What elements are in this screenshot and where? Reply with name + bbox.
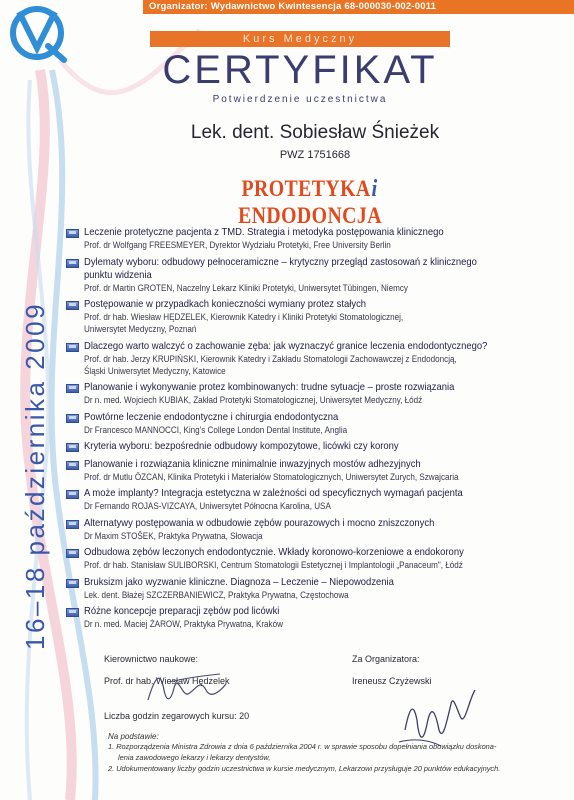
management-name: Prof. dr hab. Wiesław Hędzelek [104,676,230,686]
lecture-title: Różne koncepcje preparacji zębów pod licówki [84,605,280,617]
lecture-item [66,298,566,335]
legal-note: 2. Udokumentowany liczby godzin uczestnictwa w kursie medycznym, Lekarzowi przysługuje 20 punktów edukacyjnych. [108,764,501,773]
lecture-item [66,458,566,483]
organizer-name: Ireneusz Czyżewski [352,676,432,686]
notes-title: Na podstawie: [108,732,159,741]
topic-part-2: ENDODONCJA [238,203,382,228]
course-topic [181,176,439,229]
lecture-item [66,546,566,571]
lecture-title: Dylematy wyboru: odbudowy pełnoceramiczne – krytyczny przegląd zastosowań z klinicznego [84,255,477,268]
bullet-icon [66,520,79,529]
lecture-speaker: Prof. dr Wolfgang FREESMEYER, Dyrektor Wydziału Protetyki, Free University Berlin [84,240,391,250]
course-dates: 16–18 października 2009 [20,301,50,650]
lecture-speaker-continued: Uniwersytet Medyczny, Poznań [84,324,197,334]
bullet-icon [66,549,79,558]
topic-part-1: PROTETYKA [241,176,371,201]
bullet-icon [66,301,79,310]
lecture-speaker: Lek. dent. Błażej SZCZERBANIEWICZ, Praktyka Prywatna, Częstochowa [84,589,349,600]
management-label: Kierownictwo naukowe: [104,654,199,664]
bullet-icon [66,608,79,617]
topic-connector: i [371,176,378,202]
bullet-icon [66,579,79,588]
bullet-icon [66,461,79,470]
lecture-item [66,576,566,601]
lecture-speaker: Prof. dr hab. Jerzy KRUPIŃSKI, Kierownik Katedry i Zakładu Stomatologii Zachowawczej z Endodoncją, [84,353,457,364]
bullet-icon [66,384,79,393]
lecture-item [66,226,566,251]
lecture-speaker: Dr n. med. Maciej ŻAROW, Praktyka Prywatna, Kraków [84,619,283,629]
organizer-banner: Organizator: Wydawnictwo Kwintesencja 68-000030-002-0011 [143,0,574,14]
lecture-speaker: Prof. dr Martin GROTEN, Naczelny Lekarz Kliniki Protetyki, Uniwersytet Tübingen, Niemcy [84,282,408,293]
recipient-name: Lek. dent. Sobiesław Śnieżek [190,122,440,143]
lecture-title: Alternatywy postępowania w odbudowie zębów pourazowych i mocno zniszczonych [84,516,435,529]
lecture-title: Odbudowa zębów leczonych endodontycznie. Wkłady koronowo-korzeniowe a endokorony [84,546,464,558]
recipient-pwz: PWZ 1751668 [279,149,351,161]
legal-notes [108,742,548,775]
bullet-icon [66,490,79,499]
course-hours: Liczba godzin zegarowych kursu: 20 [104,711,250,721]
certificate-title: CERTYFIKAT [162,48,438,92]
lecture-item [66,411,566,436]
lecture-item [66,487,566,512]
lecture-item [66,517,566,542]
lecture-speaker: Dr Maxim STOŠEK, Praktyka Prywatna, Słowacja [84,530,263,541]
lecture-title: Postępowanie w przypadkach konieczności wymiany protez stałych [84,298,367,310]
lecture-list [66,226,566,635]
lecture-speaker: Prof. dr Mutlu ÖZCAN, Klinika Protetyki i Materiałów Stomatologicznych, Uniwersytet Zurych, Szwajcaria [84,471,459,482]
lecture-title: A może implanty? Integracja estetyczna w zależności od specyficznych wymagań pacjenta [84,487,463,499]
lecture-title: Planowanie i rozwiązania kliniczne minimalnie inwazyjnych mostów adhezyjnych [84,457,421,470]
lecture-title: Planowanie i wykonywanie protez kombinowanych: trudne sytuacje – proste rozwiązania [84,381,455,393]
bullet-icon [66,229,79,238]
lecture-item [66,381,566,406]
lecture-title-continued: punktu widzenia [84,268,152,281]
bullet-icon [66,443,79,452]
lecture-item [66,440,566,453]
lecture-speaker: Dr Francesco MANNOCCI, King's College London Dental Institute, Anglia [84,424,348,435]
vq-logo-icon [4,2,70,64]
bullet-icon [66,343,79,352]
lecture-item [66,340,566,377]
bullet-icon [66,259,79,268]
certificate-subtitle: Potwierdzenie uczestnictwa [212,94,388,105]
lecture-title: Bruksizm jako wyzwanie kliniczne. Diagnoza – Leczenie – Niepowodzenia [84,575,394,588]
lecture-speaker: Dr n. med. Wojciech KUBIAK, Zakład Protetyki Stomatologicznej, Uniwersytet Medyczny, Łódź [84,395,423,405]
lecture-speaker-continued: Śląski Uniwersytet Medyczny, Katowice [84,365,226,376]
lecture-speaker: Prof. dr hab. Stanisław SULIBORSKI, Centrum Stomatologii Estetycznej i Implantologii „Panaceum", Łódź [84,560,463,570]
bullet-icon [66,414,79,423]
legal-note: 1. Rozporządzenia Ministra Zdrowia z dnia 6 października 2004 r. w sprawie sposobu dopełniania obowiązku doskona- [108,742,497,751]
lecture-title: Powtórne leczenie endodontyczne i chirurgia endodontyczna [84,410,339,423]
lecture-speaker: Prof. dr hab. Wiesław HĘDZELEK, Kierownik Katedry i Kliniki Protetyki Stomatologicznej, [84,312,404,322]
lecture-item [66,605,566,630]
lecture-item [66,256,566,294]
course-type: Kurs Medyczny [150,31,450,47]
legal-note: lenia zawodowego lekarzy i lekarzy dentystów, [118,753,271,762]
lecture-title: Leczenie protetyczne pacjenta z TMD. Strategia i metodyka postępowania klinicznego [84,226,444,238]
lecture-title: Kryteria wyboru: bezpośrednie odbudowy kompozytowe, licówki czy korony [84,440,399,452]
lecture-title: Dlaczego warto walczyć o zachowanie zęba: jak wyznaczyć granice leczenia endodontycznego? [84,339,488,352]
organizer-label: Za Organizatora: [352,654,420,664]
lecture-speaker: Dr Fernando ROJAS-VIZCAYA, Uniwersytet Północna Karolina, USA [84,501,331,511]
